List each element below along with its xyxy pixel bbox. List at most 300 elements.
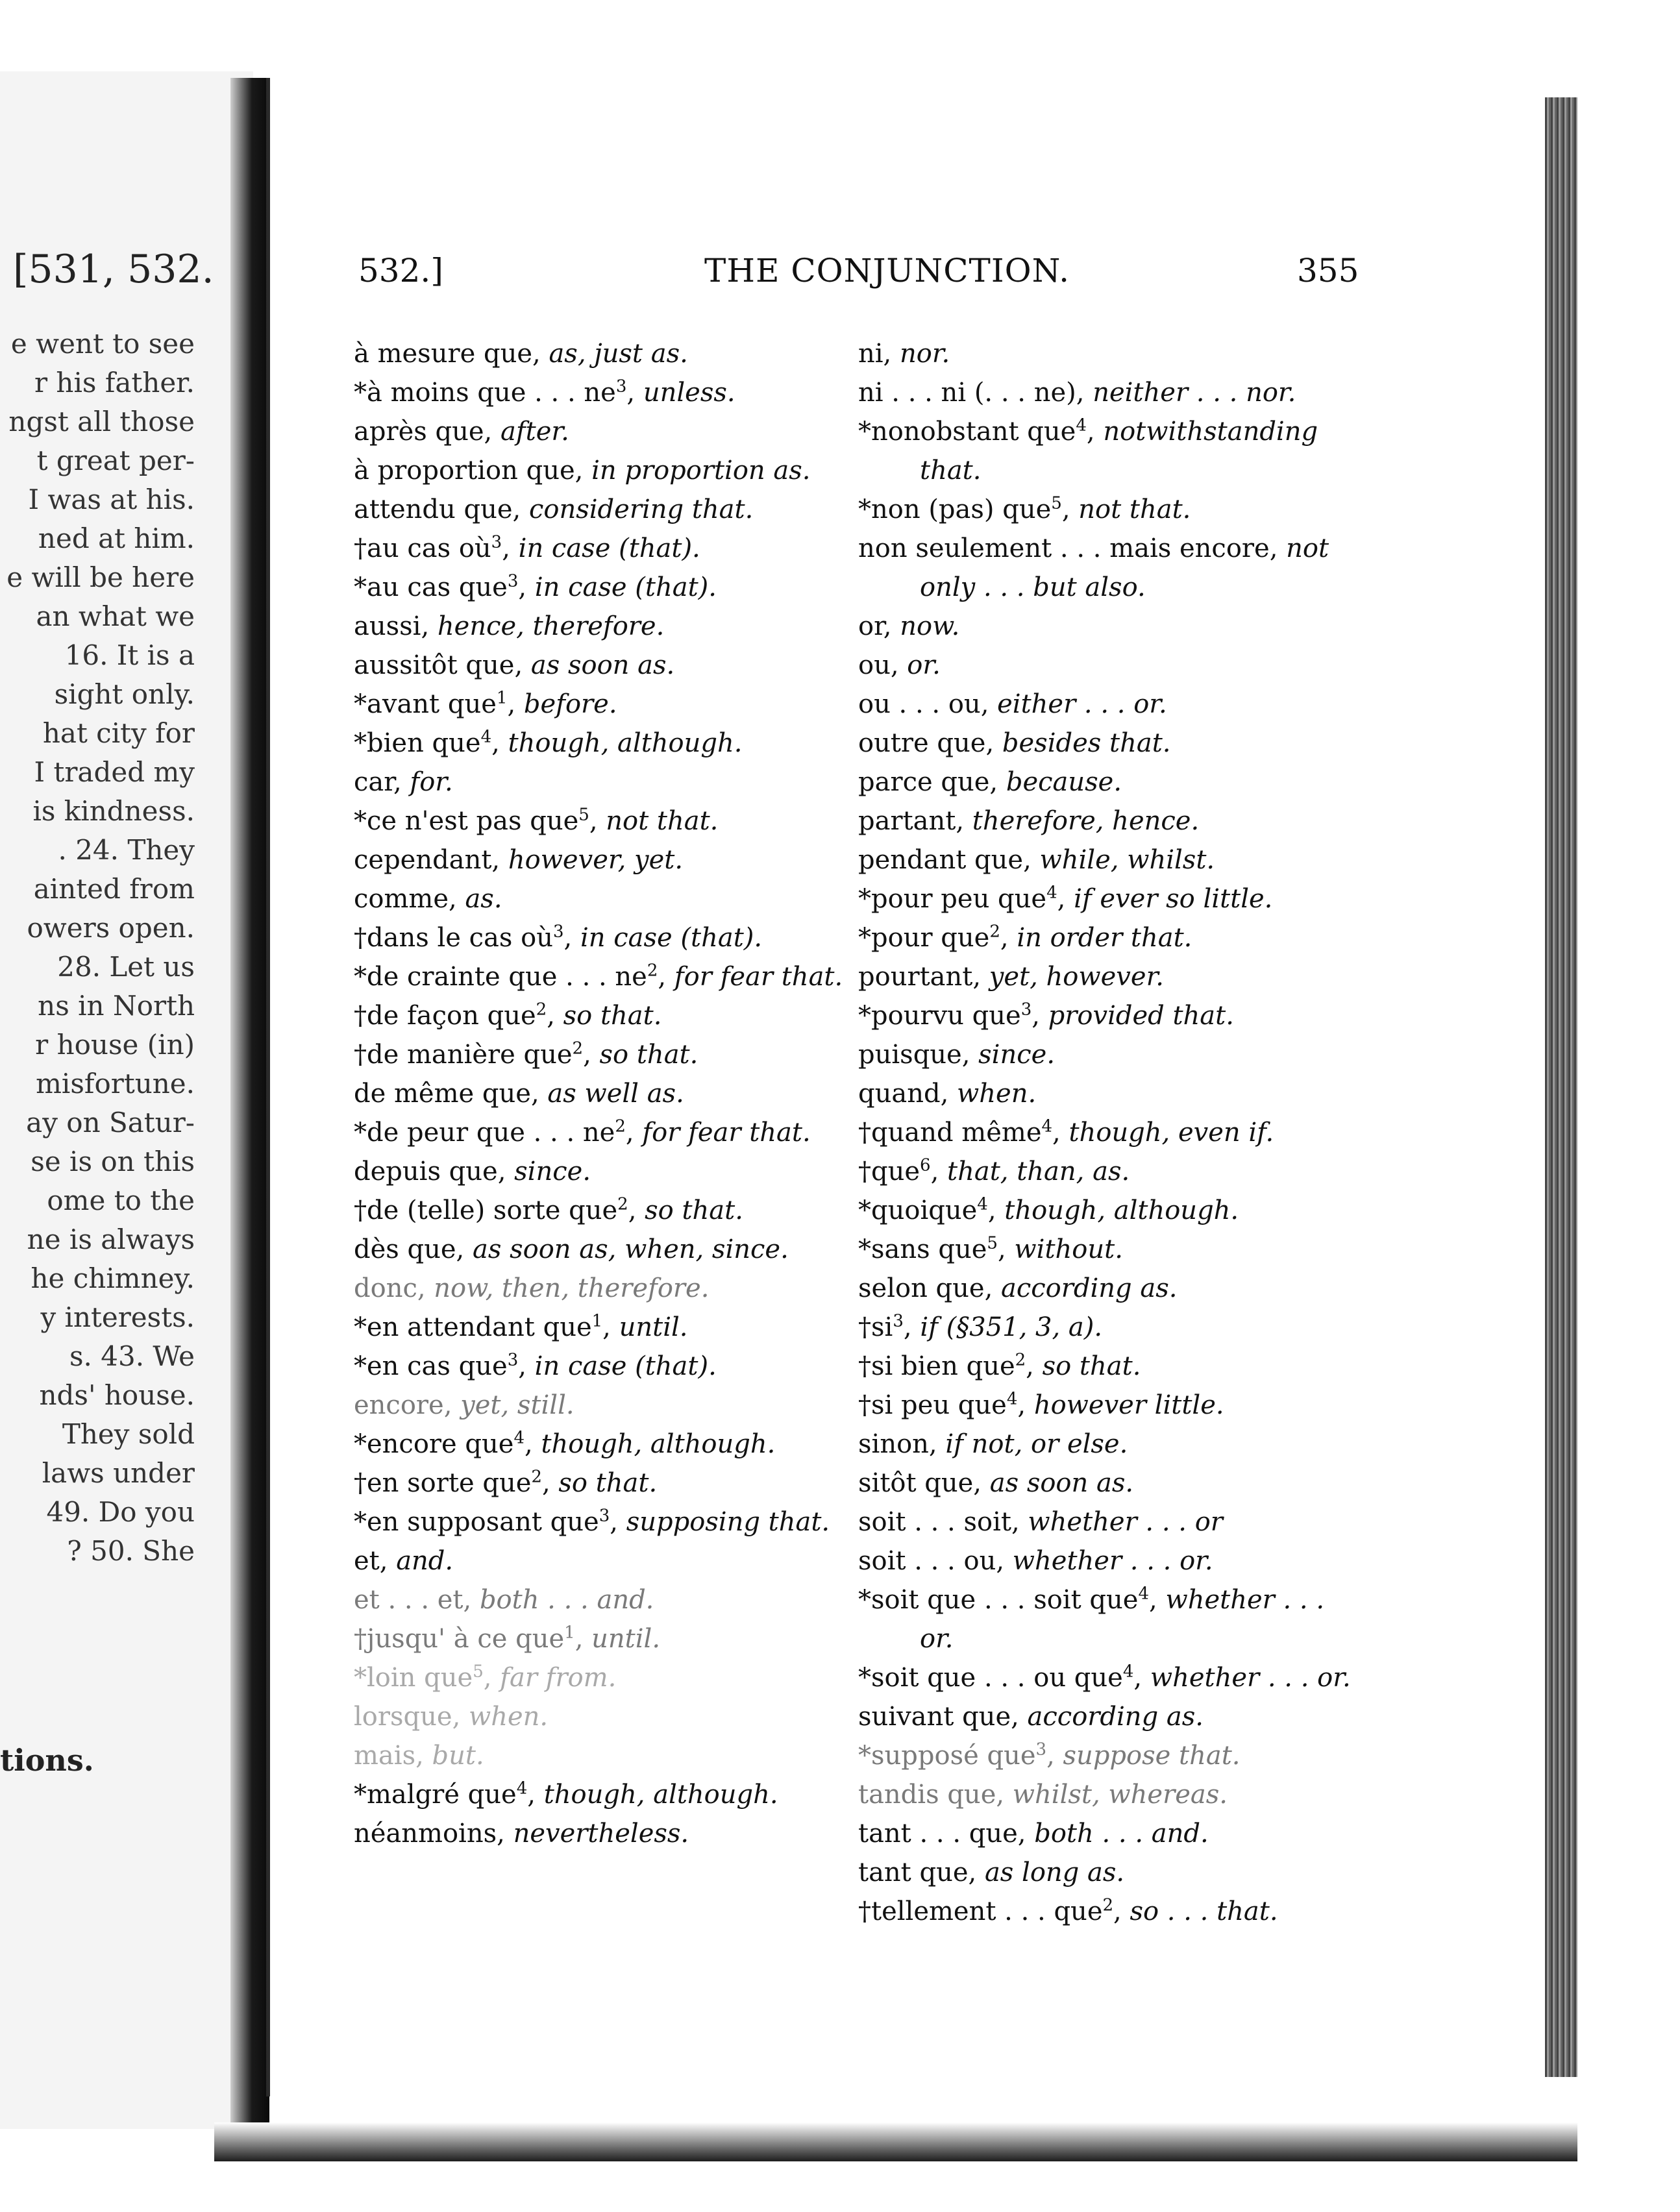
conjunction-entry — [354, 1230, 847, 1269]
english-meaning: unless. — [643, 378, 735, 408]
left-page-line: nds' house. — [39, 1379, 195, 1411]
french-term: *avant que — [354, 689, 497, 719]
conjunction-entry — [858, 490, 1365, 529]
french-term: tant . . . que, — [858, 1819, 1035, 1849]
french-term: *sans que — [858, 1235, 987, 1264]
english-meaning: before. — [523, 689, 617, 719]
footnote-ref: 3 — [491, 532, 502, 552]
footnote-ref: 4 — [1046, 883, 1057, 903]
french-term: dès que, — [354, 1235, 473, 1264]
left-page-line: se is on this — [31, 1146, 195, 1177]
english-meaning: according as. — [1001, 1273, 1178, 1303]
english-meaning: if ever so little. — [1074, 884, 1273, 914]
separator: , — [563, 923, 580, 953]
conjunction-entry — [354, 1542, 847, 1580]
conjunction-entry — [858, 646, 1365, 685]
english-meaning: as soon as, when, since. — [473, 1235, 789, 1264]
conjunction-entry — [354, 1503, 847, 1542]
conjunction-entry — [858, 802, 1365, 841]
english-meaning: considering that. — [528, 495, 754, 524]
footnote-ref: 2 — [989, 922, 1000, 942]
separator: , — [625, 1118, 643, 1148]
french-term: partant, — [858, 806, 972, 836]
conjunction-entry — [858, 763, 1365, 802]
french-term: *nonobstant que — [858, 417, 1076, 447]
footnote-ref: 3 — [1020, 1000, 1032, 1020]
conjunction-entry — [858, 1697, 1365, 1736]
conjunction-entry — [354, 918, 847, 957]
footnote-ref: 3 — [599, 1506, 610, 1526]
footnote-ref: 2 — [617, 1194, 628, 1214]
french-term: ni, — [858, 339, 900, 369]
footnote-ref: 2 — [1015, 1350, 1026, 1370]
french-term: *bien que — [354, 728, 481, 758]
french-term: *malgré que — [354, 1780, 517, 1810]
french-term: *non (pas) que — [858, 495, 1052, 524]
left-page-line: r house (in) — [35, 1029, 195, 1061]
left-page-header: [531, 532. — [13, 247, 214, 292]
conjunction-entry — [354, 1308, 847, 1347]
english-meaning: since. — [514, 1157, 591, 1186]
conjunction-entry — [354, 1269, 847, 1308]
footnote-ref: 3 — [507, 571, 519, 591]
conjunction-entry — [354, 1658, 847, 1697]
english-meaning: for fear that. — [674, 962, 843, 992]
french-term: *supposé que — [858, 1741, 1036, 1771]
left-page-line: ay on Satur- — [26, 1107, 195, 1138]
footnote-ref: 4 — [480, 727, 492, 747]
conjunction-entry — [858, 1074, 1365, 1113]
conjunction-entry — [858, 841, 1365, 879]
conjunction-entry — [354, 879, 847, 918]
english-meaning: in case (that). — [518, 534, 700, 563]
french-term: cependant, — [354, 845, 508, 875]
footnote-ref: 2 — [615, 1116, 626, 1137]
conjunction-entry — [858, 373, 1365, 412]
conjunction-entry — [354, 1464, 847, 1503]
conjunction-entry — [354, 568, 847, 607]
conjunction-entry — [858, 1814, 1365, 1853]
footnote-ref: 3 — [1035, 1739, 1047, 1760]
french-term: †de (telle) sorte que — [354, 1196, 618, 1225]
left-page-line: t great per- — [36, 445, 195, 476]
separator: , — [518, 572, 535, 602]
english-meaning: whilst, whereas. — [1012, 1780, 1228, 1810]
conjunction-entry — [858, 1347, 1365, 1386]
english-meaning: for. — [410, 767, 453, 797]
footnote-ref: 5 — [987, 1233, 998, 1253]
footnote-ref: 1 — [564, 1623, 575, 1643]
separator: , — [610, 1507, 626, 1537]
french-term: aussi, — [354, 611, 438, 641]
conjunction-entry — [858, 1113, 1365, 1152]
english-meaning: in case (that). — [534, 572, 717, 602]
footnote-ref: 2 — [536, 1000, 547, 1020]
separator: , — [518, 1351, 535, 1381]
left-page-line: I was at his. — [28, 484, 195, 515]
english-meaning: when. — [957, 1079, 1037, 1109]
english-meaning: though, although. — [541, 1429, 776, 1459]
english-meaning: suppose that. — [1063, 1741, 1241, 1771]
conjunction-entry — [354, 1425, 847, 1464]
english-meaning: though, although. — [1004, 1196, 1239, 1225]
separator: , — [583, 1040, 600, 1070]
separator: , — [1026, 1351, 1043, 1381]
french-term: †si bien que — [858, 1351, 1015, 1381]
french-term: suivant que, — [858, 1702, 1028, 1732]
left-page-line: laws under — [42, 1457, 195, 1489]
footnote-ref: 2 — [531, 1467, 542, 1487]
french-term: et, — [354, 1546, 397, 1576]
french-term: ou . . . ou, — [858, 689, 998, 719]
english-meaning: either . . . or. — [997, 689, 1167, 719]
footnote-ref: 5 — [1051, 493, 1062, 513]
separator: , — [541, 1468, 559, 1498]
french-term: parce que, — [858, 767, 1006, 797]
conjunction-entry — [858, 1230, 1365, 1269]
english-meaning: as soon as. — [989, 1468, 1134, 1498]
conjunction-entry — [858, 1503, 1365, 1542]
french-term: †tellement . . . que — [858, 1897, 1103, 1926]
conjunction-entry — [354, 490, 847, 529]
conjunction-entry — [858, 529, 1365, 607]
french-term: aussitôt que, — [354, 650, 531, 680]
conjunction-entry — [354, 763, 847, 802]
conjunction-entry — [354, 412, 847, 451]
english-meaning: both . . . and. — [1034, 1819, 1209, 1849]
conjunction-entry — [354, 1619, 847, 1658]
page-edges — [1545, 97, 1577, 2077]
french-term: *de crainte que . . . ne — [354, 962, 647, 992]
french-term: depuis que, — [354, 1157, 515, 1186]
footnote-ref: 1 — [591, 1311, 603, 1331]
english-meaning: since. — [978, 1040, 1056, 1070]
french-term: tandis que, — [858, 1780, 1013, 1810]
conjunction-entry — [858, 1892, 1365, 1931]
footnote-ref: 5 — [473, 1662, 484, 1682]
english-meaning: nevertheless. — [513, 1819, 689, 1849]
english-meaning: after. — [500, 417, 569, 447]
separator: , — [1086, 417, 1104, 447]
footnote-ref: 4 — [977, 1194, 988, 1214]
separator: , — [658, 962, 674, 992]
french-term: or, — [858, 611, 900, 641]
left-page-line: he chimney. — [31, 1262, 195, 1294]
separator: , — [1149, 1585, 1166, 1615]
english-meaning: as well as. — [547, 1079, 684, 1109]
english-meaning: as soon as. — [530, 650, 675, 680]
conjunction-entry — [858, 1191, 1365, 1230]
french-term: *pour peu que — [858, 884, 1047, 914]
english-meaning: whether . . . or — [1028, 1507, 1223, 1537]
french-term: †que — [858, 1157, 920, 1186]
separator: , — [547, 1001, 563, 1031]
english-meaning: if not, or else. — [945, 1429, 1128, 1459]
conjunction-entry — [354, 802, 847, 841]
left-page-line: e went to see — [10, 328, 195, 360]
separator: , — [1057, 884, 1074, 914]
french-term: attendu que, — [354, 495, 529, 524]
french-term: sinon, — [858, 1429, 946, 1459]
footnote-ref: 3 — [893, 1311, 904, 1331]
english-meaning: supposing that. — [626, 1507, 830, 1537]
conjunction-list-left — [354, 334, 847, 1853]
english-meaning: while, whilst. — [1039, 845, 1215, 875]
conjunction-entry — [858, 1269, 1365, 1308]
french-term: lorsque, — [354, 1702, 469, 1732]
conjunction-entry — [858, 334, 1365, 373]
english-meaning: not only . . . but also. — [920, 534, 1329, 602]
conjunction-entry — [858, 607, 1365, 646]
french-term: *soit que . . . soit que — [858, 1585, 1139, 1615]
separator: , — [1113, 1897, 1130, 1926]
conjunction-entry — [354, 841, 847, 879]
conjunction-entry — [858, 412, 1365, 490]
french-term: mais, — [354, 1741, 432, 1771]
french-term: comme, — [354, 884, 465, 914]
left-page-line: . 24. They — [58, 834, 195, 866]
left-page-line: ngst all those — [8, 406, 195, 437]
conjunction-entry — [354, 1580, 847, 1619]
french-term: pendant que, — [858, 845, 1040, 875]
conjunction-entry — [354, 334, 847, 373]
french-term: †de façon que — [354, 1001, 536, 1031]
french-term: *pour que — [858, 923, 990, 953]
footnote-ref: 5 — [578, 805, 589, 825]
separator: , — [1031, 1001, 1048, 1031]
conjunction-entry — [354, 1697, 847, 1736]
french-term: non seulement . . . mais encore, — [858, 534, 1287, 563]
conjunction-entry — [858, 918, 1365, 957]
english-meaning: in case (that). — [580, 923, 763, 953]
footnote-ref: 1 — [496, 688, 508, 708]
left-page-line: They sold — [62, 1418, 195, 1450]
english-meaning: though, although. — [508, 728, 743, 758]
french-term: †jusqu' à ce que — [354, 1624, 565, 1654]
french-term: car, — [354, 767, 410, 797]
separator: , — [997, 1235, 1015, 1264]
english-meaning: whether . . . or. — [1150, 1663, 1351, 1693]
english-meaning: neither . . . nor. — [1093, 378, 1296, 408]
left-page-line: ? 50. She — [67, 1535, 195, 1567]
english-meaning: so . . . that. — [1130, 1897, 1278, 1926]
english-meaning: yet, still. — [460, 1390, 574, 1420]
left-page-footer: tions. — [0, 1743, 94, 1778]
left-page-line: s. 43. We — [69, 1340, 195, 1372]
footnote-ref: 2 — [647, 961, 658, 981]
left-page-line: 28. Let us — [57, 951, 195, 983]
left-page-line: r his father. — [34, 367, 195, 399]
separator: , — [507, 689, 524, 719]
conjunction-entry — [354, 607, 847, 646]
footnote-ref: 3 — [615, 376, 627, 397]
conjunction-entry — [858, 1658, 1365, 1697]
english-meaning: according as. — [1027, 1702, 1204, 1732]
conjunction-entry — [858, 1425, 1365, 1464]
left-page-line: owers open. — [27, 912, 195, 944]
english-meaning: until. — [591, 1624, 661, 1654]
conjunction-entry — [354, 451, 847, 490]
left-page-line: ned at him. — [38, 522, 195, 554]
english-meaning: so that. — [1042, 1351, 1141, 1381]
french-term: à proportion que, — [354, 456, 592, 485]
french-term: selon que, — [858, 1273, 1002, 1303]
footnote-ref: 4 — [1041, 1116, 1053, 1137]
conjunction-list-right — [858, 334, 1365, 1931]
separator: , — [574, 1624, 592, 1654]
footnote-ref: 4 — [513, 1428, 525, 1448]
french-term: *loin que — [354, 1663, 473, 1693]
french-term: †de manière que — [354, 1040, 573, 1070]
english-meaning: however, yet. — [508, 845, 684, 875]
english-meaning: whether . . . or. — [920, 1585, 1325, 1654]
french-term: *à moins que . . . ne — [354, 378, 616, 408]
english-meaning: for fear that. — [642, 1118, 811, 1148]
english-meaning: yet, however. — [989, 962, 1165, 992]
footnote-ref: 4 — [1076, 415, 1087, 436]
french-term: *pourvu que — [858, 1001, 1021, 1031]
separator: , — [930, 1157, 948, 1186]
english-meaning: as. — [465, 884, 502, 914]
english-meaning: until. — [619, 1312, 688, 1342]
french-term: *encore que — [354, 1429, 514, 1459]
left-page-line: y interests. — [40, 1301, 195, 1333]
page-number: 355 — [1297, 252, 1359, 289]
separator: , — [1000, 923, 1017, 953]
conjunction-entry — [354, 685, 847, 724]
separator: , — [987, 1196, 1005, 1225]
conjunction-entry — [354, 1814, 847, 1853]
french-term: après que, — [354, 417, 500, 447]
running-title: THE CONJUNCTION. — [704, 252, 1070, 289]
separator: , — [1017, 1390, 1034, 1420]
separator: , — [903, 1312, 920, 1342]
left-page-line: hat city for — [42, 717, 195, 749]
french-term: soit . . . soit, — [858, 1507, 1028, 1537]
conjunction-entry — [354, 1775, 847, 1814]
english-meaning: now, then, therefore. — [434, 1273, 710, 1303]
french-term: outre que, — [858, 728, 1002, 758]
conjunction-entry — [858, 1736, 1365, 1775]
separator: , — [628, 1196, 645, 1225]
conjunction-entry — [354, 529, 847, 568]
french-term: quand, — [858, 1079, 957, 1109]
french-term: †si — [858, 1312, 893, 1342]
conjunction-entry — [858, 724, 1365, 763]
conjunction-entry — [858, 879, 1365, 918]
conjunction-entry — [858, 1542, 1365, 1580]
conjunction-entry — [354, 996, 847, 1035]
english-meaning: if (§351, 3, a). — [920, 1312, 1103, 1342]
separator: , — [602, 1312, 619, 1342]
bottom-shadow — [214, 2122, 1577, 2161]
english-meaning: without. — [1014, 1235, 1123, 1264]
conjunction-entry — [858, 1775, 1365, 1814]
left-page-line: ne is always — [27, 1223, 195, 1255]
french-term: et . . . et, — [354, 1585, 480, 1615]
separator: , — [626, 378, 643, 408]
conjunction-entry — [858, 1386, 1365, 1425]
footnote-ref: 6 — [920, 1155, 931, 1175]
french-term: pourtant, — [858, 962, 989, 992]
english-meaning: though, even if. — [1069, 1118, 1274, 1148]
conjunction-entry — [354, 373, 847, 412]
separator: , — [1061, 495, 1079, 524]
footnote-ref: 4 — [1122, 1662, 1134, 1682]
english-meaning: as, just as. — [549, 339, 688, 369]
footnote-ref: 4 — [1138, 1584, 1150, 1604]
book-gutter — [230, 78, 269, 2142]
french-term: encore, — [354, 1390, 461, 1420]
conjunction-entry — [354, 1035, 847, 1074]
french-term: *en cas que — [354, 1351, 508, 1381]
french-term: *de peur que . . . ne — [354, 1118, 615, 1148]
english-meaning: so that. — [645, 1196, 743, 1225]
conjunction-entry — [858, 685, 1365, 724]
conjunction-entry — [354, 1074, 847, 1113]
french-term: à mesure que, — [354, 339, 549, 369]
english-meaning: in case (that). — [534, 1351, 717, 1381]
left-page-line: ns in North — [38, 990, 195, 1022]
french-term: puisque, — [858, 1040, 979, 1070]
left-page-line: I traded my — [34, 756, 195, 788]
english-meaning: whether . . . or. — [1012, 1546, 1213, 1576]
separator: , — [491, 728, 508, 758]
english-meaning: because. — [1006, 767, 1122, 797]
conjunction-entry — [858, 996, 1365, 1035]
conjunction-entry — [354, 724, 847, 763]
conjunction-entry — [354, 1736, 847, 1775]
left-page-line: an what we — [36, 600, 195, 632]
separator: , — [527, 1780, 544, 1810]
left-page-line: 49. Do you — [46, 1496, 195, 1528]
conjunction-entry — [354, 1113, 847, 1152]
french-term: *quoique — [858, 1196, 978, 1225]
english-meaning: therefore, hence. — [972, 806, 1200, 836]
english-meaning: now. — [900, 611, 960, 641]
conjunction-entry — [354, 1386, 847, 1425]
separator: , — [589, 806, 606, 836]
english-meaning: not that. — [1078, 495, 1191, 524]
left-page-line: 16. It is a — [64, 639, 195, 671]
left-page-line: ainted from — [33, 873, 195, 905]
french-term: ou, — [858, 650, 908, 680]
conjunction-entry — [354, 957, 847, 996]
conjunction-entry — [858, 1853, 1365, 1892]
french-term: de même que, — [354, 1079, 548, 1109]
english-meaning: notwithstanding that. — [920, 417, 1318, 485]
separator: , — [483, 1663, 500, 1693]
conjunction-entry — [354, 646, 847, 685]
english-meaning: however little. — [1033, 1390, 1224, 1420]
french-term: *en attendant que — [354, 1312, 592, 1342]
conjunction-entry — [858, 1035, 1365, 1074]
conjunction-entry — [858, 1308, 1365, 1347]
left-page-line: is kindness. — [32, 795, 195, 827]
english-meaning: in order that. — [1017, 923, 1192, 953]
footnote-ref: 3 — [507, 1350, 519, 1370]
english-meaning: as long as. — [984, 1858, 1125, 1887]
conjunction-entry — [354, 1152, 847, 1191]
french-term: †dans le cas où — [354, 923, 553, 953]
english-meaning: so that. — [599, 1040, 698, 1070]
footnote-ref: 2 — [572, 1038, 584, 1059]
section-reference: 532.] — [358, 252, 443, 289]
footnote-ref: 4 — [516, 1778, 528, 1799]
english-meaning: provided that. — [1048, 1001, 1234, 1031]
english-meaning: in proportion as. — [591, 456, 811, 485]
french-term: donc, — [354, 1273, 434, 1303]
